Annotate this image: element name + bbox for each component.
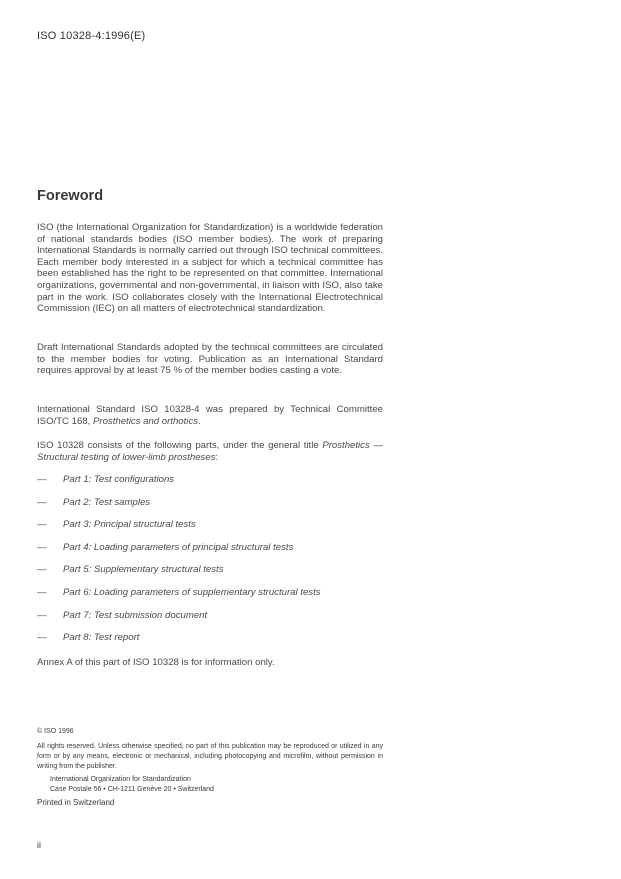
foreword-title: Foreword — [37, 188, 104, 204]
parts-intro-end: : — [215, 451, 219, 463]
list-dash: — — [37, 609, 47, 621]
foreword-paragraph-iso: ISO (the International Organization for Standardization) is a worldwide federation of national standards bodies (ISO member bodies). The work of preparing International Standards is normally carried out through ISO technical committees. Each member body interested in a subject for which a technical committee has been established has the right to be represented on that committee. International organizations, governmental and non-governmental, in liaison with ISO, also take part in the work. ISO collaborates closely with the International Electrotechnical Commission (IEC) on all matters of electrotechnical standardization. — [37, 222, 383, 315]
org-name: International Organization for Standardization — [50, 776, 191, 783]
page-number: ii — [37, 840, 41, 850]
part-label: Part 6: Loading parameters of supplementary structural tests — [63, 586, 321, 598]
org-address: Case Postale 56 • CH-1211 Genève 20 • Switzerland — [50, 786, 214, 793]
part-label: Part 5: Supplementary structural tests — [63, 564, 224, 576]
part-label: Part 8: Test report — [63, 632, 140, 644]
rights-statement: All rights reserved. Unless otherwise specified, no part of this publication may be reproduced or utilized in any form or by any means, electronic or mechanical, including photocopying and microfilm, without permission in writing from the publisher. — [37, 743, 383, 770]
list-dash: — — [37, 519, 47, 531]
prepared-by-text: International Standard ISO 10328-4 was prepared by Technical Committee ISO/TC 168, — [37, 404, 383, 427]
list-item — [37, 632, 383, 655]
list-dash: — — [37, 541, 47, 553]
standard-id-header: ISO 10328-4:1996(E) — [37, 30, 146, 42]
printed-in: Printed in Switzerland — [37, 798, 115, 807]
parts-list — [37, 474, 383, 655]
prepared-by-paragraph — [37, 404, 383, 427]
general-title: Prosthetics — Structural testing of lower-limb prostheses — [37, 440, 383, 463]
annex-note: Annex A of this part of ISO 10328 is for information only. — [37, 657, 275, 668]
list-item — [37, 519, 383, 542]
committee-name: Prosthetics and orthotics — [92, 415, 199, 427]
list-item — [37, 610, 383, 633]
list-item — [37, 564, 383, 587]
publisher-address — [50, 775, 214, 795]
parts-intro-paragraph — [37, 440, 383, 463]
part-label: Part 2: Test samples — [63, 496, 151, 508]
prepared-by-end: . — [198, 415, 201, 427]
list-dash: — — [37, 496, 47, 508]
copyright-notice: © ISO 1996 — [37, 728, 74, 735]
list-item — [37, 587, 383, 610]
part-label: Part 3: Principal structural tests — [63, 519, 196, 531]
part-label: Part 1: Test configurations — [63, 474, 175, 485]
part-label: Part 7: Test submission document — [63, 609, 208, 621]
foreword-paragraph-drafts: Draft International Standards adopted by the technical committees are circulated to the member bodies for voting. Publication as an International Standard requires approval by at least 75 % of the member bodies casting a vote. — [37, 342, 383, 377]
list-item — [37, 474, 383, 497]
list-dash: — — [37, 564, 47, 576]
list-dash: — — [37, 586, 47, 598]
list-item — [37, 497, 383, 520]
list-dash: — — [37, 632, 47, 644]
parts-intro-text: ISO 10328 consists of the following parts, under the general title — [37, 440, 323, 451]
list-item — [37, 542, 383, 565]
part-label: Part 4: Loading parameters of principal structural tests — [63, 541, 294, 553]
list-dash: — — [37, 474, 47, 485]
